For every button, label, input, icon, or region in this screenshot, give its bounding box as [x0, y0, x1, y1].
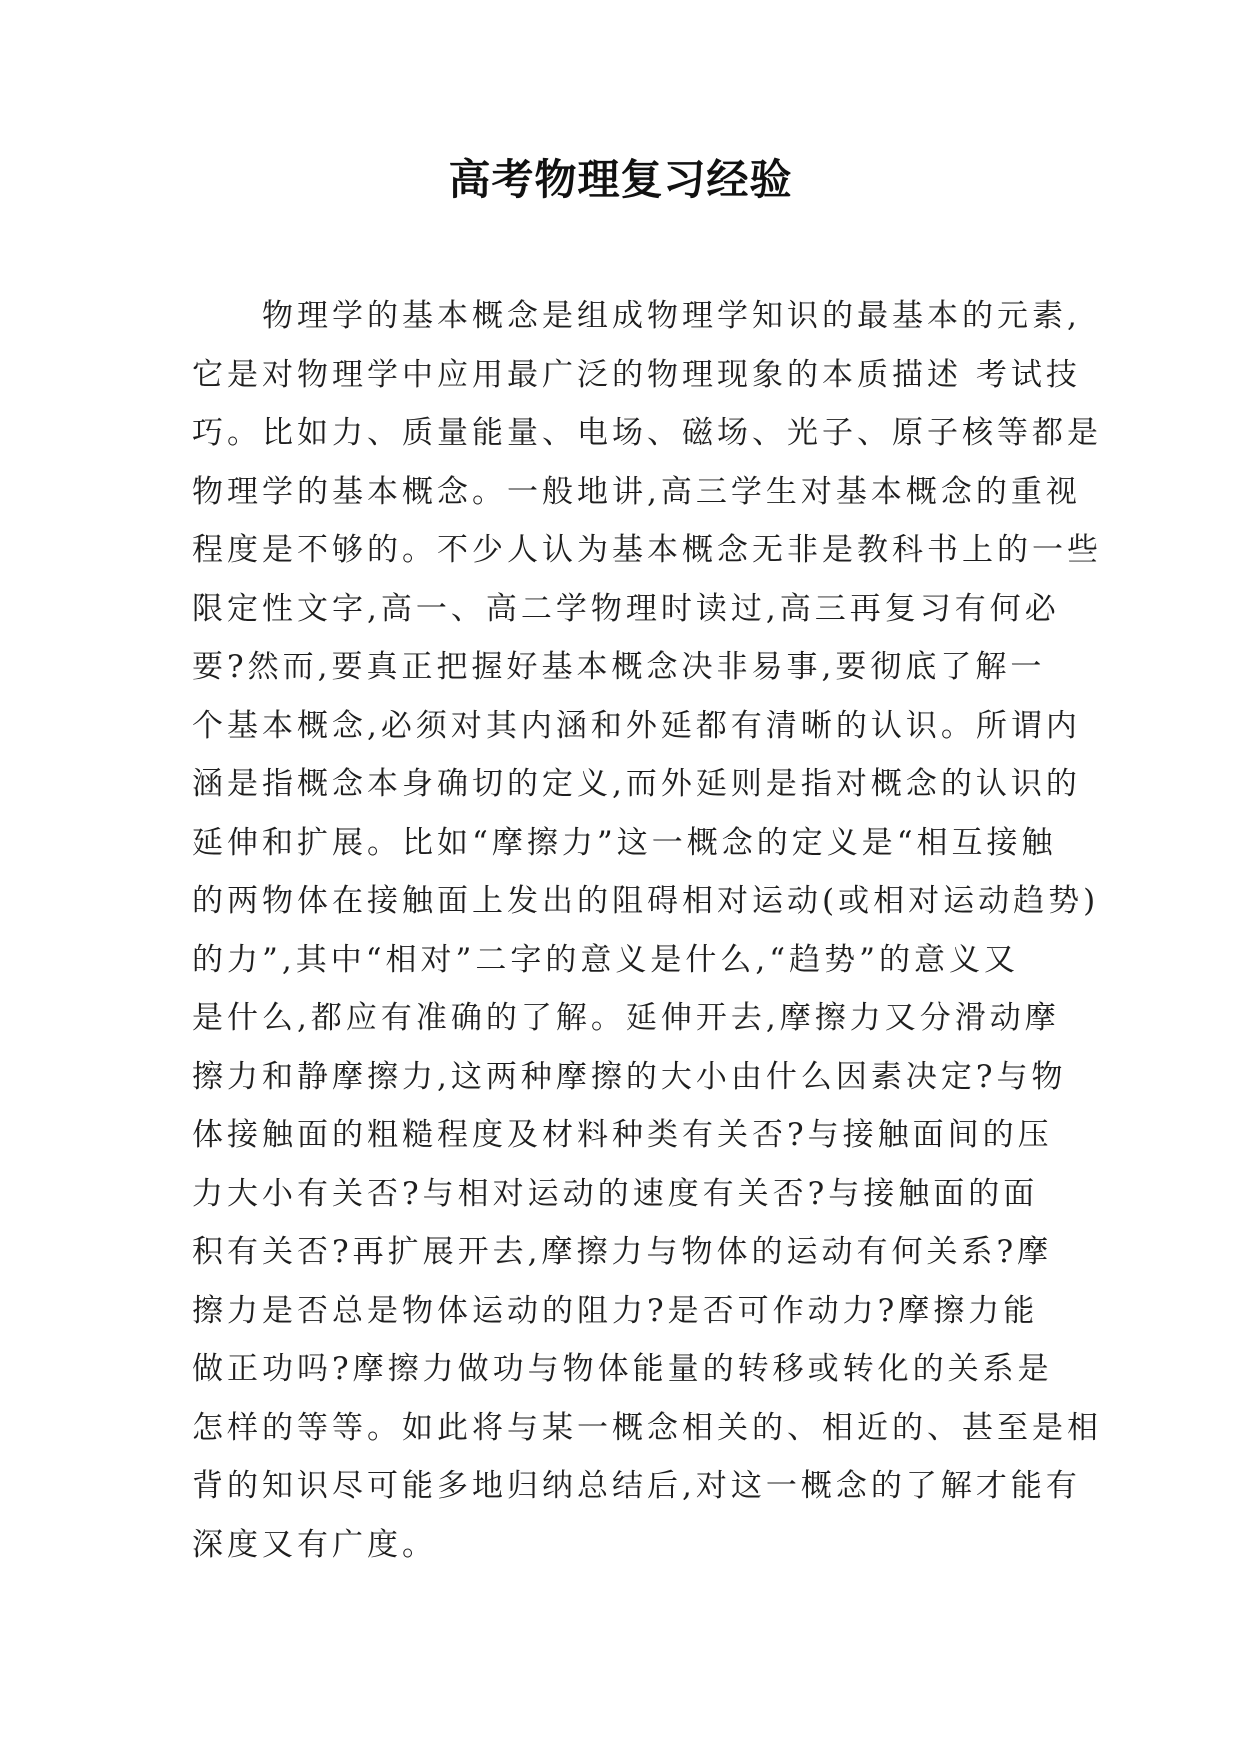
paragraph-line: 个基本概念,必须对其内涵和外延都有清晰的认识。所谓内 — [192, 707, 1081, 744]
paragraph-line: 做正功吗?摩擦力做功与物体能量的转移或转化的关系是 — [192, 1351, 1053, 1387]
document-title: 高考物理复习经验 — [448, 155, 793, 204]
paragraph-line: 巧。比如力、质量能量、电场、磁场、光子、原子核等都是 — [192, 415, 1102, 451]
paragraph-line: 背的知识尽可能多地归纳总结后,对这一概念的了解才能有 — [192, 1468, 1081, 1504]
paragraph-line: 涵是指概念本身确切的定义,而外延则是指对概念的认识的 — [192, 766, 1081, 802]
paragraph-line: 深度又有广度。 — [192, 1526, 437, 1563]
paragraph-line: 是什么,都应有准确的了解。延伸开去,摩擦力又分滑动摩 — [192, 1000, 1060, 1036]
paragraph-line: 的两物体在接触面上发出的阻碍相对运动(或相对运动趋势) — [192, 883, 1100, 919]
paragraph-line: 擦力是否总是物体运动的阻力?是否可作动力?摩擦力能 — [192, 1292, 1039, 1329]
paragraph-line: 要?然而,要真正把握好基本概念决非易事,要彻底了解一 — [192, 649, 1046, 685]
paragraph-line: 限定性文字,高一、高二学物理时读过,高三再复习有何必 — [192, 590, 1060, 627]
paragraph-line: 它是对物理学中应用最广泛的物理现象的本质描述 考试技 — [192, 356, 1081, 393]
paragraph-line: 积有关否?再扩展开去,摩擦力与物体的运动有何关系?摩 — [192, 1234, 1053, 1270]
paragraph-line: 怎样的等等。如此将与某一概念相关的、相近的、甚至是相 — [192, 1409, 1102, 1446]
paragraph-line: 擦力和静摩擦力,这两种摩擦的大小由什么因素决定?与物 — [192, 1058, 1067, 1095]
paragraph-line: 延伸和扩展。比如“摩擦力”这一概念的定义是“相互接触 — [192, 824, 1057, 861]
paragraph-line: 物理学的基本概念是组成物理学知识的最基本的元素, — [262, 298, 1081, 334]
paragraph-line: 体接触面的粗糙程度及材料种类有关否?与接触面间的压 — [192, 1117, 1053, 1153]
body-paragraph — [192, 287, 1102, 1574]
paragraph-line: 程度是不够的。不少人认为基本概念无非是教科书上的一些 — [192, 532, 1102, 568]
paragraph-line: 力大小有关否?与相对运动的速度有关否?与接触面的面 — [192, 1175, 1039, 1212]
paragraph-line: 物理学的基本概念。一般地讲,高三学生对基本概念的重视 — [192, 473, 1081, 510]
paragraph-line: 的力”,其中“相对”二字的意义是什么,“趋势”的意义又 — [192, 941, 1019, 978]
